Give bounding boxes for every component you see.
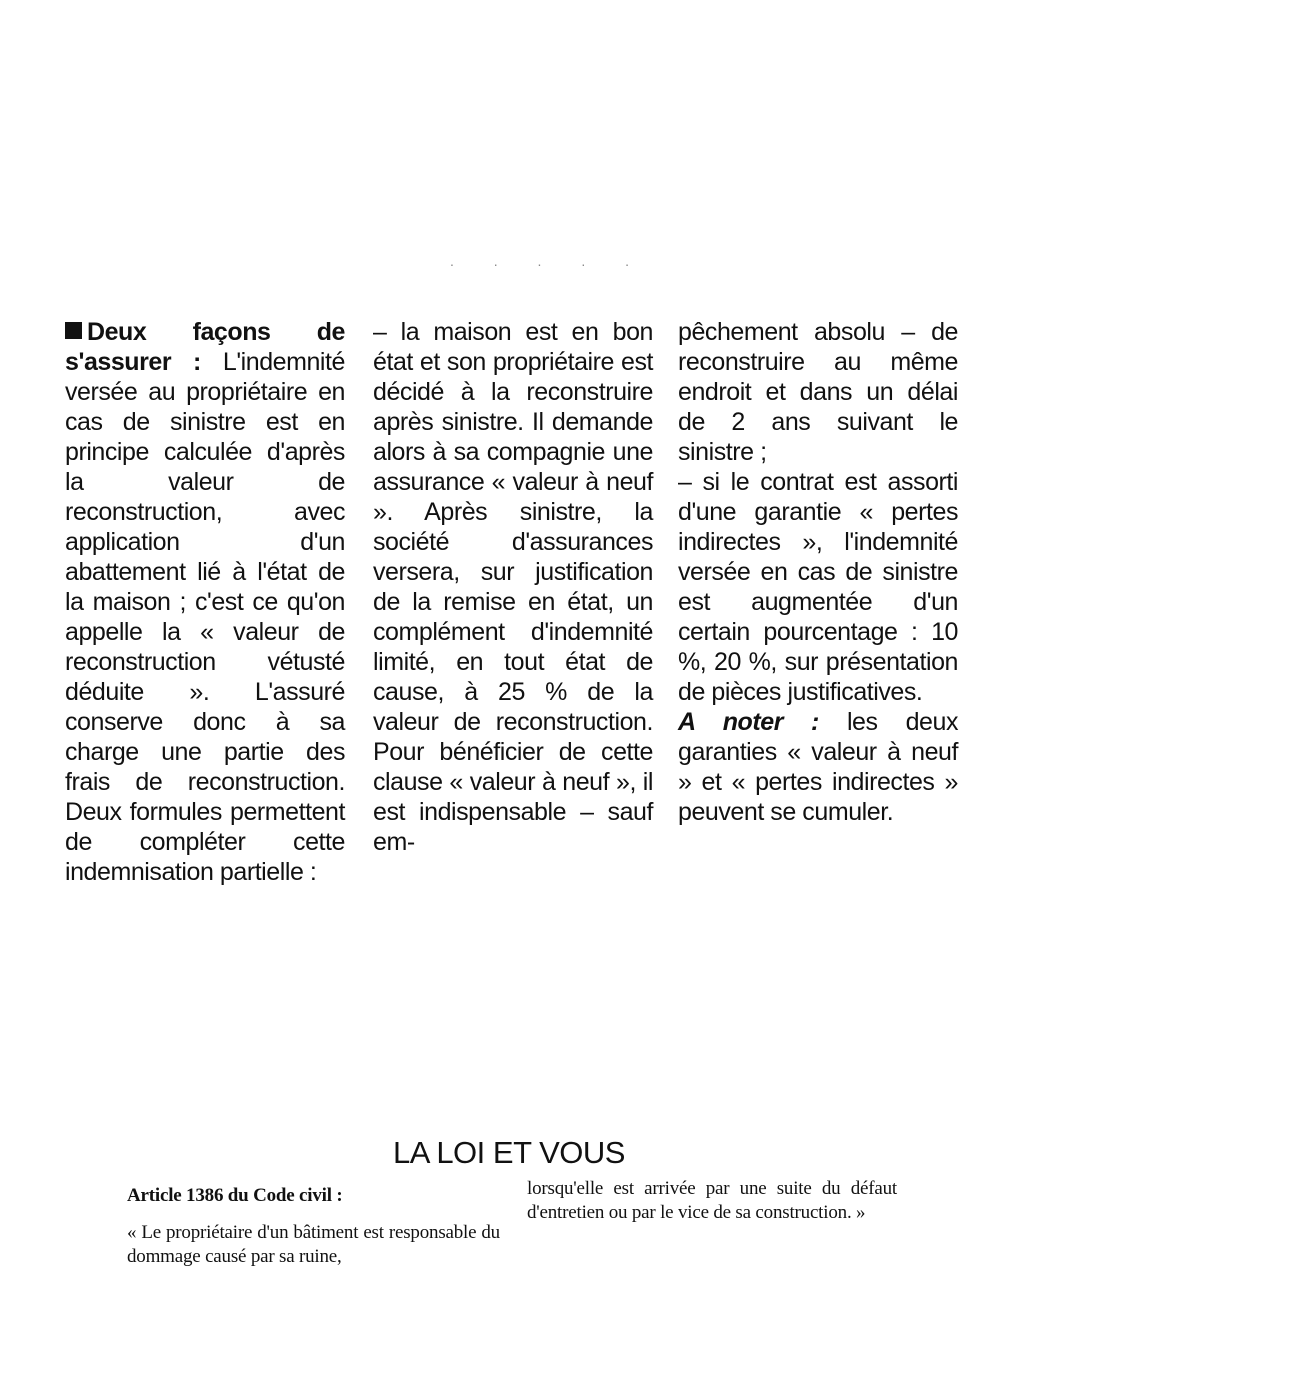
article-col2-text: – la maison est en bon état et son propriétaire est décidé à la reconstruire après sinistre. Il demande alors à sa compagnie une assurance « valeur à neuf ». Après sinistre, la société d'assurances versera, sur justification de la remise en état, un complément d'indemnité limité, en tout état de cause, à 25 % de la valeur de reconstruction. Pour bénéficier de cette clause « valeur à neuf », il est indispensable – sauf em- xyxy=(373,318,653,856)
note-label: A noter : xyxy=(678,708,819,736)
note-text: les deux garanties « valeur à neuf » et « pertes indirectes » peuvent se cumuler. xyxy=(678,708,958,826)
law-text-left: « Le propriétaire d'un bâtiment est responsable du dommage causé par sa ruine, xyxy=(127,1222,500,1267)
scan-artifact: . . . . . xyxy=(450,253,648,269)
law-text-right: lorsqu'elle est arrivée par une suite du défaut d'entretien ou par le vice de sa construction. » xyxy=(527,1178,897,1223)
law-box-title: LA LOI ET VOUS xyxy=(393,1135,625,1170)
article-column-2 xyxy=(373,317,653,857)
law-box-left xyxy=(127,1184,500,1269)
law-article-heading: Article 1386 du Code civil : xyxy=(127,1185,343,1206)
article-heading: Deux façons de s'assurer : xyxy=(65,318,345,376)
article-col3-text-b: – si le contrat est assorti d'une garantie « pertes indirectes », l'indemnité versée en cas de sinistre est augmentée d'un certain pourcentage : 10 %, 20 %, sur présentation de pièces justificatives. xyxy=(678,468,958,706)
article-column-1 xyxy=(65,317,345,887)
bullet-square-icon xyxy=(65,322,82,339)
law-box-right xyxy=(527,1177,897,1225)
article-col1-text: L'indemnité versée au propriétaire en cas de sinistre est en principe calculée d'après la valeur de reconstruction, avec application d'un abattement lié à l'état de la maison ; c'est ce qu'on appelle la « valeur de reconstruction vétusté déduite ». L'assuré conserve donc à sa charge une partie des frais de reconstruction. Deux formules permettent de compléter cette indemnisation partielle : xyxy=(65,348,345,886)
article-col3-text-a: pêchement absolu – de reconstruire au même endroit et dans un délai de 2 ans suivant le sinistre ; xyxy=(678,318,958,466)
article-column-3 xyxy=(678,317,958,827)
